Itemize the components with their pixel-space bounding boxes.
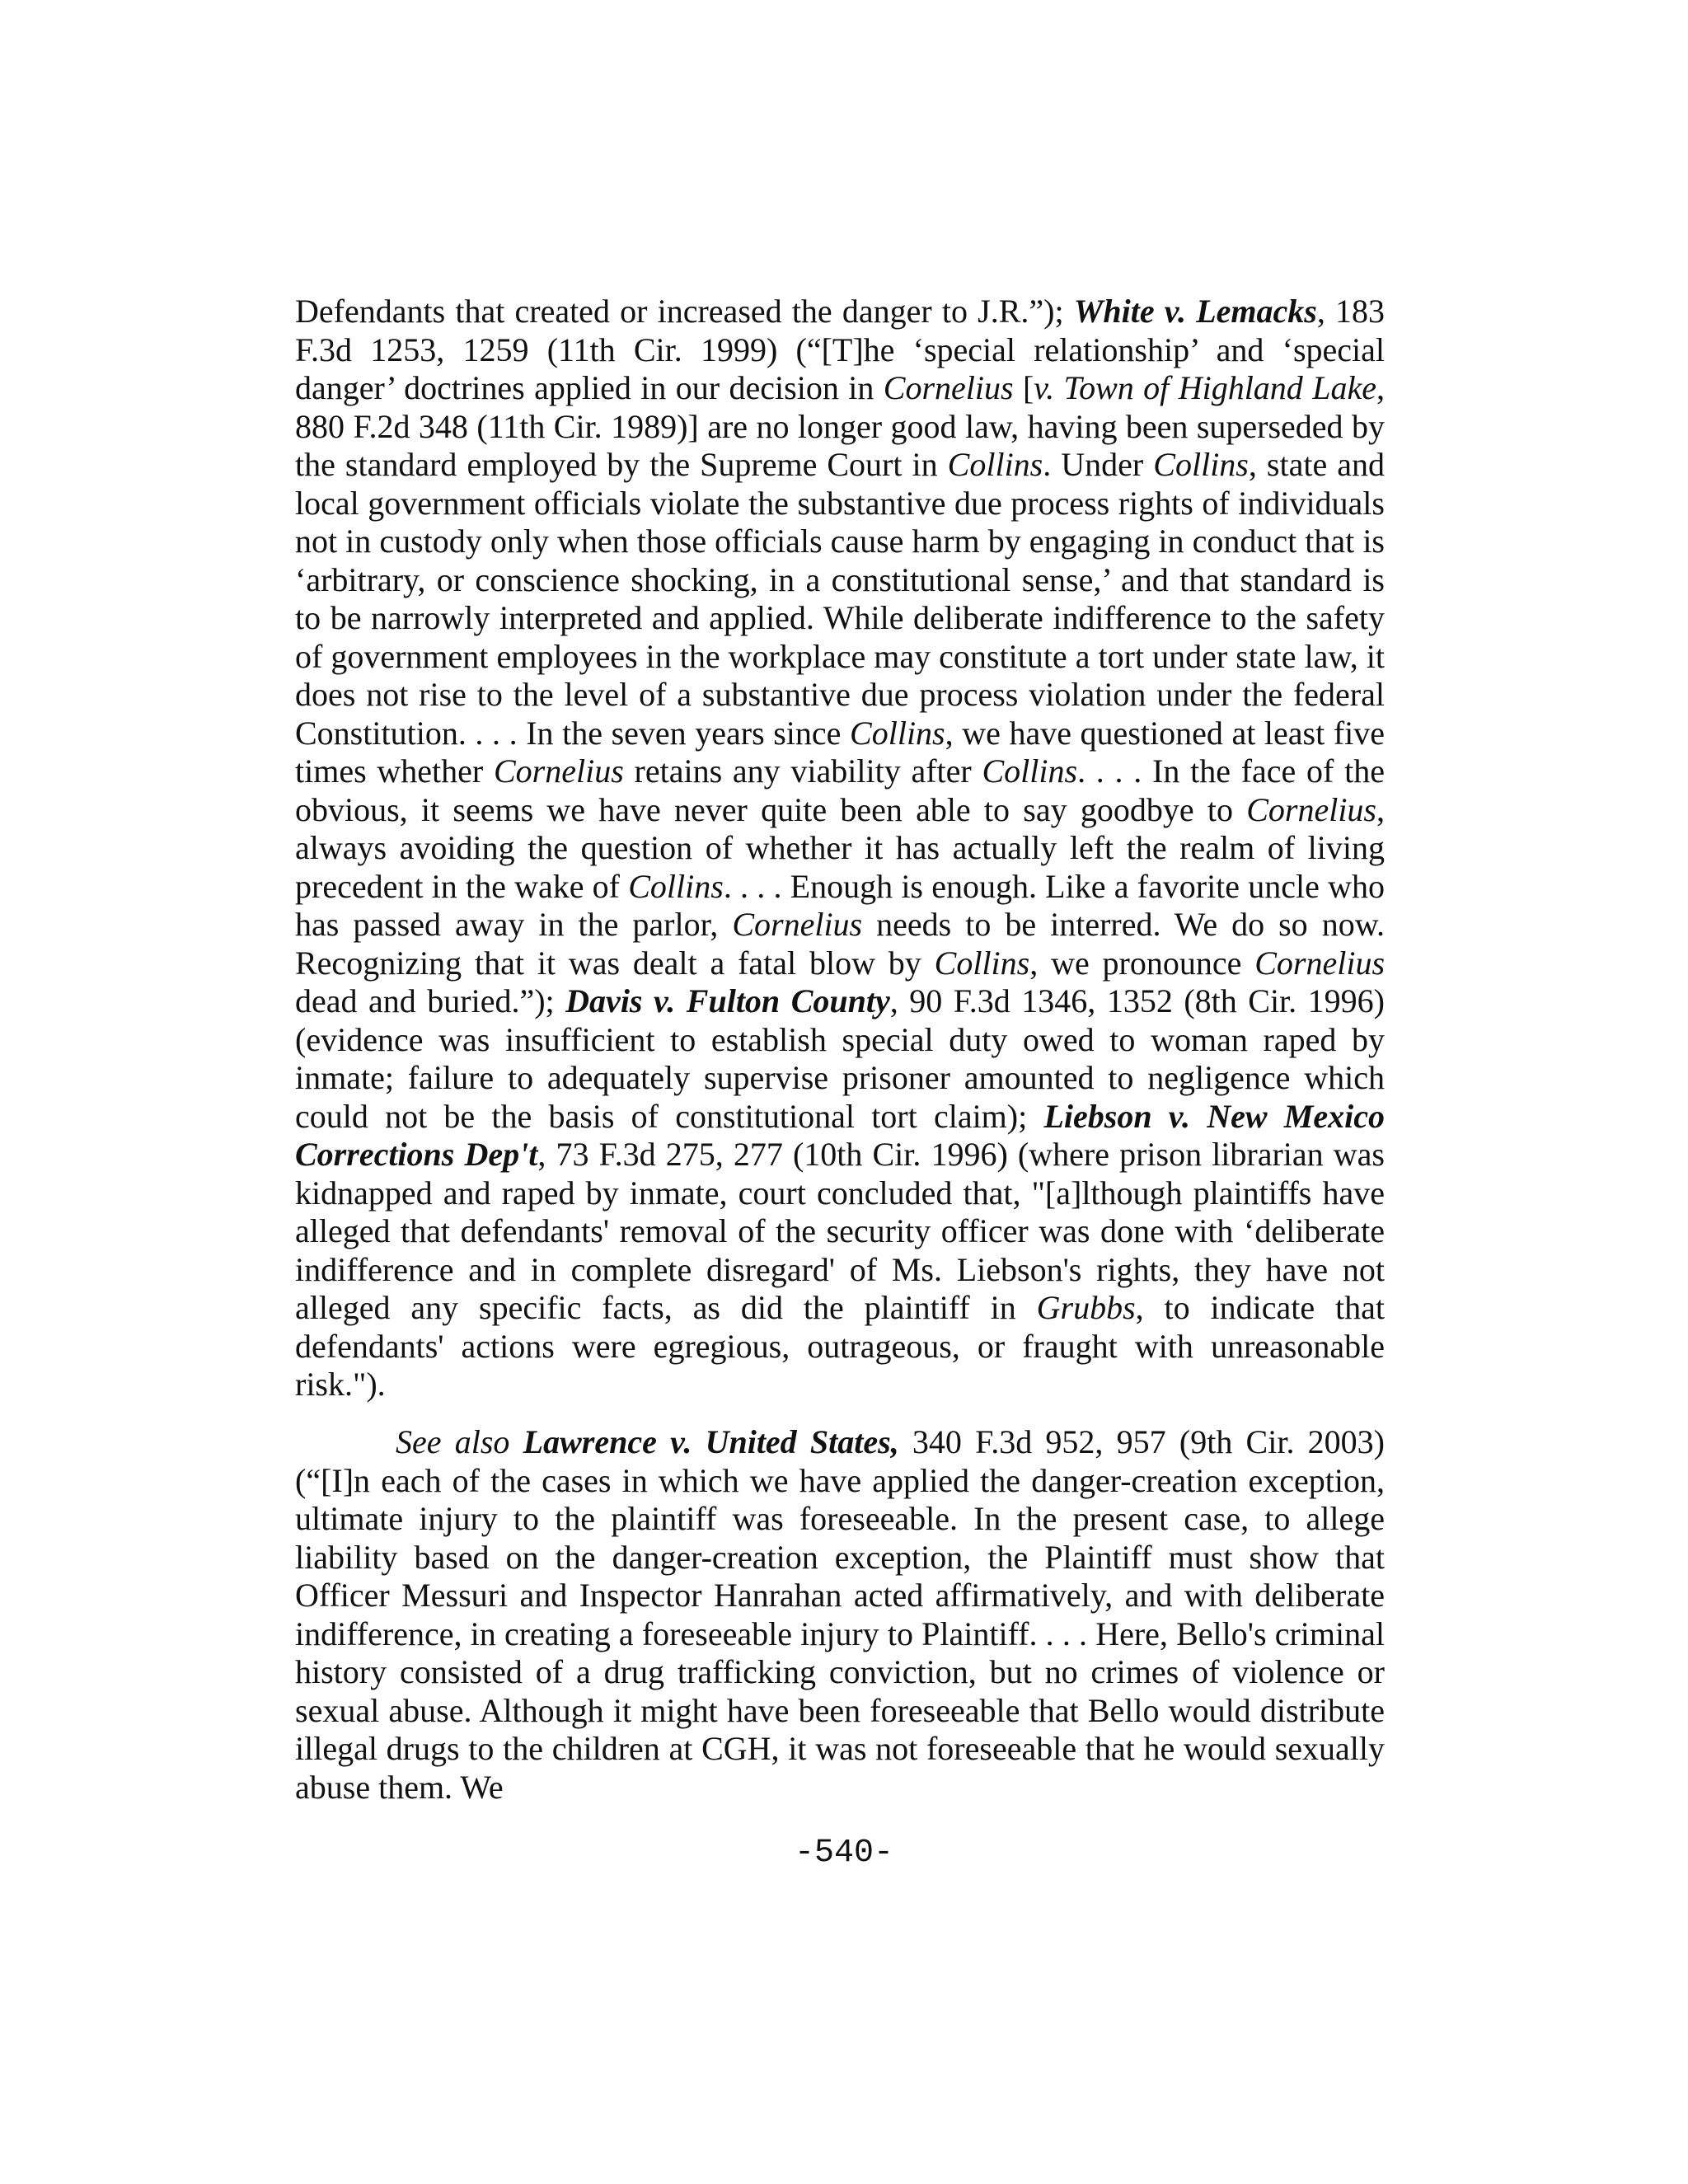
text-run: Defendants that created or increased the danger to J.R.”); [295,293,1074,330]
case-name: White v. Lemacks [1073,293,1317,330]
italic-text: Collins [628,867,724,905]
italic-text: Grubbs [1036,1289,1136,1326]
italic-text: v. Town of Highland Lake [1034,369,1376,406]
text-run: , 73 F.3d 275, 277 (10th Cir. 1996) (where prison librarian was kidnapped and raped by inmate, court concluded that, "[a]lthough plaintiffs have alleged that defendants' removal of the security officer was done with ‘deliberate indifference and in complete disregard' of Ms. Liebson's rights, they have not alleged any specific facts, as did the plaintiff in [295,1136,1385,1326]
text-run: . . . . In the face of the obvious, it seems we have never quite been able to say goodbye to [295,752,1385,828]
case-name: Davis v. Fulton County [565,982,890,1019]
italic-text: See also [396,1423,510,1460]
italic-text: Collins [1153,446,1249,483]
italic-text: Cornelius [493,752,624,790]
italic-text: Cornelius [883,369,1014,406]
citation-paragraph-2 [295,1423,1385,1807]
text-run: , we have questioned at least five times whether [295,714,1386,790]
text-run: , always avoiding the question of whether it has actually left the realm of living precedent in the wake of [295,790,1385,905]
text-run: , 90 F.3d 1346, 1352 (8th Cir. 1996) (evidence was insufficient to establish special duty owed to woman raped by inmate; failure to adequately supervise prisoner amounted to negligence which could not be the basis of constitutional tort claim); [295,982,1386,1135]
case-name: Liebson v. New Mexico Corrections Dep't [295,1097,1385,1173]
italic-text: Cornelius [1254,944,1386,982]
case-name: Lawrence v. United States, [523,1423,899,1460]
text-run: , we pronounce [1029,944,1255,982]
italic-text: Collins [982,752,1078,790]
text-run [509,1423,523,1460]
text-run: needs to be interred. We do so now. Recognizing that it was dealt a fatal blow by [295,906,1385,982]
text-run: , state and local government officials violate the substantive due process rights of individuals not in custody only when those officials cause harm by engaging in conduct that is ‘arbitrary, or conscience shocking, in a constitutional sense,’ and that standard is to be narrowly interpreted and applied. While deliberate indifference to the safety of government employees in the workplace may constitute a tort under state law, it does not rise to the level of a substantive due process violation under the federal Constitution. . . . In the seven years since [295,446,1385,752]
text-run: retains any viability after [623,752,982,790]
italic-text: Collins [850,714,945,752]
italic-text: Cornelius [1246,790,1376,828]
text-run: . Under [1043,446,1154,483]
text-run: , 183 F.3d 1253, 1259 (11th Cir. 1999) (“[T]he ‘special relationship’ and ‘special danger’ doctrines applied in our decision in [295,293,1386,406]
text-run: 340 F.3d 952, 957 (9th Cir. 2003) (“[I]n each of the cases in which we have applied the danger-creation exception, ultimate injury to the plaintiff was foreseeable. In the present case, to allege liability based on the danger-creation exception, the Plaintiff must show that Officer Messuri and Inspector Hanrahan acted affirmatively, and with deliberate indifference, in creating a foreseeable injury to Plaintiff. . . . Here, Bello's criminal history consisted of a drug trafficking conviction, but no crimes of violence or sexual abuse. Although it might have been foreseeable that Bello would distribute illegal drugs to the children at CGH, it was not foreseeable that he would sexually abuse them. We [295,1423,1386,1806]
text-run: dead and buried.”); [295,982,566,1019]
text-run: . . . . Enough is enough. Like a favorite uncle who has passed away in the parlor, [295,867,1385,943]
page-number: -540- [794,1835,894,1872]
text-run: [ [1013,369,1034,406]
text-run: , to indicate that defendants' actions were egregious, outrageous, or fraught with unreasonable risk."). [295,1289,1385,1403]
citation-paragraph-1 [295,293,1385,1404]
italic-text: Cornelius [732,906,863,943]
text-run: , 880 F.2d 348 (11th Cir. 1989)] are no longer good law, having been superseded by the standard employed by the Supreme Court in [295,369,1385,483]
italic-text: Collins [947,446,1043,483]
italic-text: Collins [934,944,1030,982]
